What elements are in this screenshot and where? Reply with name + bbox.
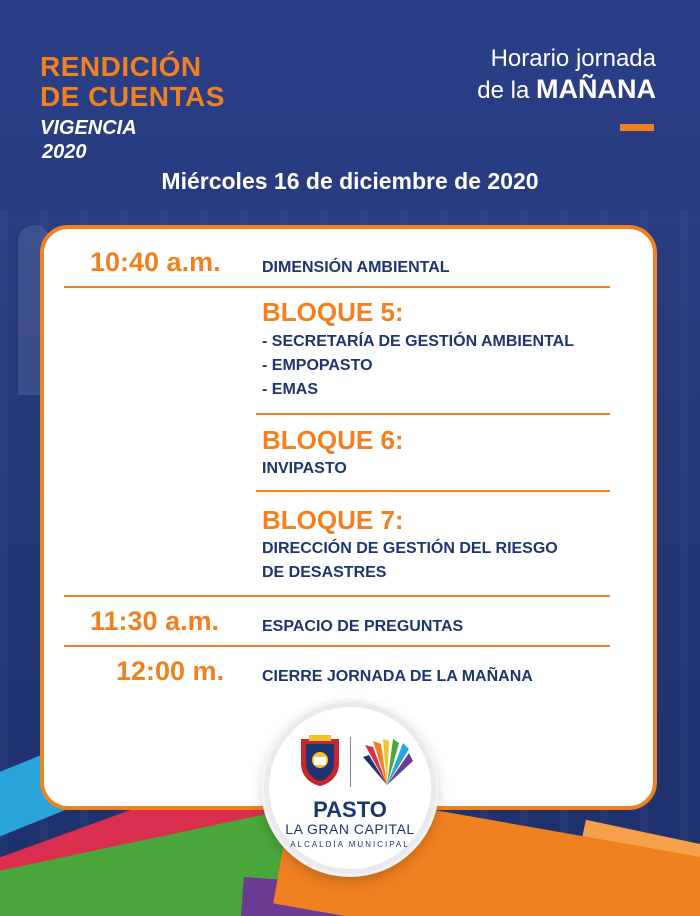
colorful-wing-icon [359, 735, 415, 791]
list-item: - EMAS [262, 381, 318, 398]
vigencia-year: 2020 [42, 141, 87, 163]
list-item: - EMPOPASTO [262, 357, 373, 374]
list-item: INVIPASTO [262, 460, 347, 477]
horario-line2 [477, 74, 656, 106]
horario-line2-bold: MAÑANA [536, 74, 656, 104]
rendicion-line2: DE CUENTAS [40, 81, 225, 112]
horario-line1: Horario jornada [490, 45, 656, 72]
event-date: Miércoles 16 de diciembre de 2020 [161, 168, 539, 194]
block7-items [262, 537, 558, 585]
label-dimension-ambiental: DIMENSIÓN AMBIENTAL [262, 259, 450, 276]
separator [64, 645, 610, 647]
time-1040: 10:40 a.m. [90, 247, 221, 277]
rendicion-title [40, 52, 225, 164]
separator [64, 595, 610, 597]
separator [64, 286, 610, 288]
logo-tagline: LA GRAN CAPITAL [285, 821, 415, 837]
vigencia-label: VIGENCIA [40, 117, 137, 139]
logo-sub: ALCALDÍA MUNICIPAL [290, 840, 410, 849]
block6-title: BLOQUE 6: [262, 425, 404, 455]
label-espacio-preguntas: ESPACIO DE PREGUNTAS [262, 618, 464, 635]
orange-dash [620, 124, 654, 131]
time-1200: 12:00 m. [116, 656, 225, 686]
list-item: DIRECCIÓN DE GESTIÓN DEL RIESGO [262, 540, 558, 557]
logo-divider [350, 737, 351, 787]
list-item: DE DESASTRES [262, 564, 387, 581]
rendicion-line1: RENDICIÓN [40, 51, 202, 82]
block5-items [262, 330, 574, 402]
separator [256, 490, 610, 492]
alcaldia-logo [264, 702, 436, 874]
time-1130: 11:30 a.m. [90, 606, 220, 636]
separator [256, 413, 610, 415]
coat-of-arms-icon [299, 735, 341, 787]
horario-line2-pre: de la [477, 77, 530, 104]
logo-name: PASTO [313, 797, 387, 822]
label-cierre-jornada: CIERRE JORNADA DE LA MAÑANA [262, 668, 533, 685]
list-item: - SECRETARÍA DE GESTIÓN AMBIENTAL [262, 333, 574, 350]
block6-items [262, 457, 347, 481]
block7-title: BLOQUE 7: [262, 505, 404, 535]
horario-title [477, 44, 656, 106]
block5-title: BLOQUE 5: [262, 297, 404, 327]
